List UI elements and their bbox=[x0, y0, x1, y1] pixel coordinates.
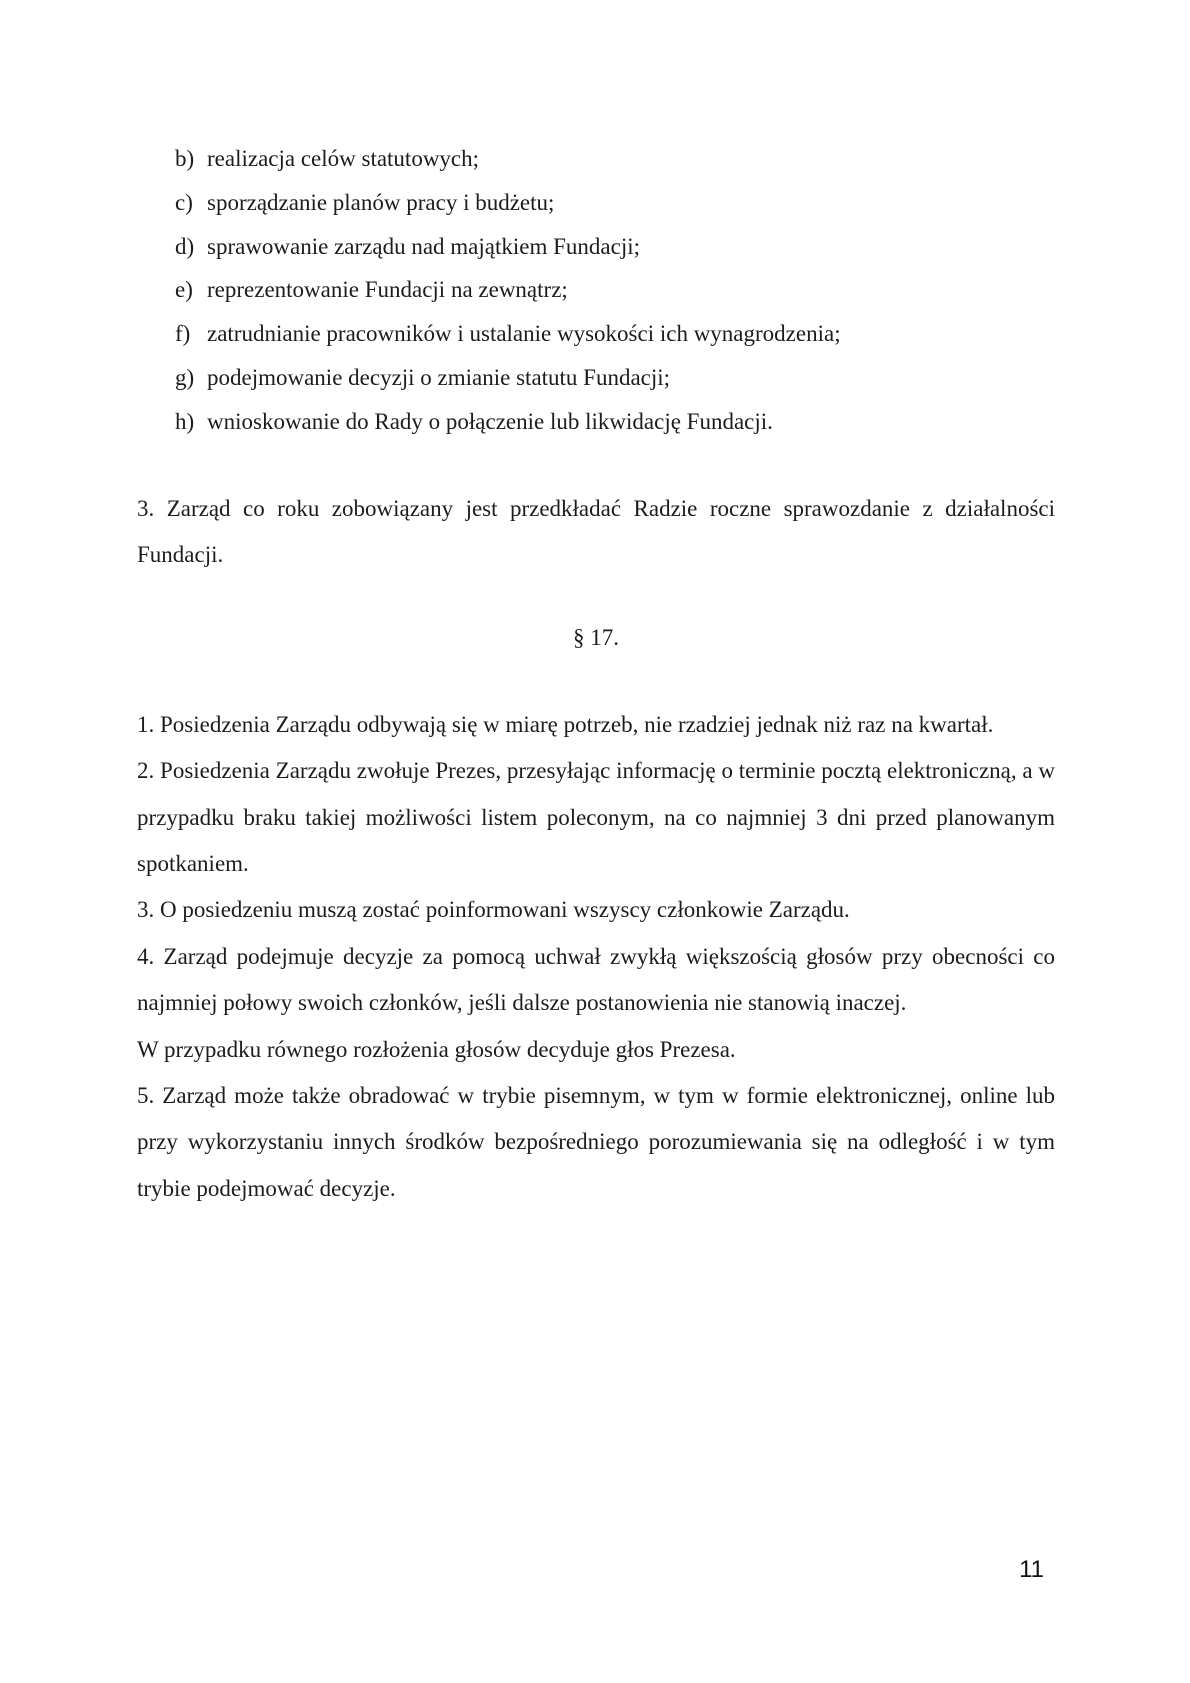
list-marker: d) bbox=[175, 233, 195, 259]
paragraph-annual-report: 3. Zarząd co roku zobowiązany jest przedkładać Radzie roczne sprawozdanie z działalności Fundacji. bbox=[137, 495, 1055, 567]
list-item-text: zatrudnianie pracowników i ustalanie wysokości ich wynagrodzenia; bbox=[207, 321, 841, 347]
list-item bbox=[175, 181, 1055, 225]
list-marker: e) bbox=[175, 277, 193, 303]
list-marker: h) bbox=[175, 408, 195, 434]
list-item bbox=[175, 356, 1055, 400]
list-item bbox=[175, 137, 1055, 181]
paragraph-tie-breaking: W przypadku równego rozłożenia głosów decyduje głos Prezesa. bbox=[137, 1036, 736, 1062]
list-marker: b) bbox=[175, 146, 195, 171]
page-content bbox=[137, 137, 1055, 1212]
list-item bbox=[175, 312, 1055, 356]
list-item-text: sprawowanie zarządu nad majątkiem Fundacji; bbox=[207, 233, 641, 259]
list-item bbox=[175, 268, 1055, 312]
section-heading: § 17. bbox=[573, 625, 619, 651]
list-item-text: wnioskowanie do Rady o połączenie lub likwidację Fundacji. bbox=[207, 408, 773, 434]
list-marker: g) bbox=[175, 364, 195, 390]
list-item-text: sporządzanie planów pracy i budżetu; bbox=[207, 189, 555, 215]
list-item bbox=[175, 225, 1055, 269]
list-item-text: realizacja celów statutowych; bbox=[207, 146, 480, 171]
statute-letter-list bbox=[137, 137, 1055, 444]
list-marker: c) bbox=[175, 189, 193, 215]
paragraph-meetings-notification: 3. O posiedzeniu muszą zostać poinformowani wszyscy członkowie Zarządu. bbox=[137, 897, 850, 923]
list-item bbox=[175, 400, 1055, 444]
list-item-text: reprezentowanie Fundacji na zewnątrz; bbox=[207, 277, 568, 303]
paragraph-decision-making: 4. Zarząd podejmuje decyzje za pomocą uchwał zwykłą większością głosów przy obecności co najmniej połowy swoich członków, jeśli dalsze postanowienia nie stanowią inaczej. bbox=[137, 943, 1055, 1016]
list-marker: f) bbox=[175, 321, 191, 347]
paragraph-remote-proceedings: 5. Zarząd może także obradować w trybie pisemnym, w tym w formie elektronicznej, online lub przy wykorzystaniu innych środków bezpośredniego porozumiewania się na odległość i w tym trybie podejmować decyzje. bbox=[137, 1083, 1055, 1201]
page-number: 11 bbox=[1019, 1556, 1044, 1583]
list-item-text: podejmowanie decyzji o zmianie statutu Fundacji; bbox=[207, 364, 671, 390]
paragraph-meetings-convening: 2. Posiedzenia Zarządu zwołuje Prezes, przesyłając informację o terminie pocztą elektroniczną, a w przypadku braku takiej możliwości listem poleconym, na co najmniej 3 dni przed planowanym spotkaniem. bbox=[137, 758, 1055, 877]
paragraph-meetings-frequency: 1. Posiedzenia Zarządu odbywają się w miarę potrzeb, nie rzadziej jednak niż raz na kwartał. bbox=[137, 711, 994, 737]
